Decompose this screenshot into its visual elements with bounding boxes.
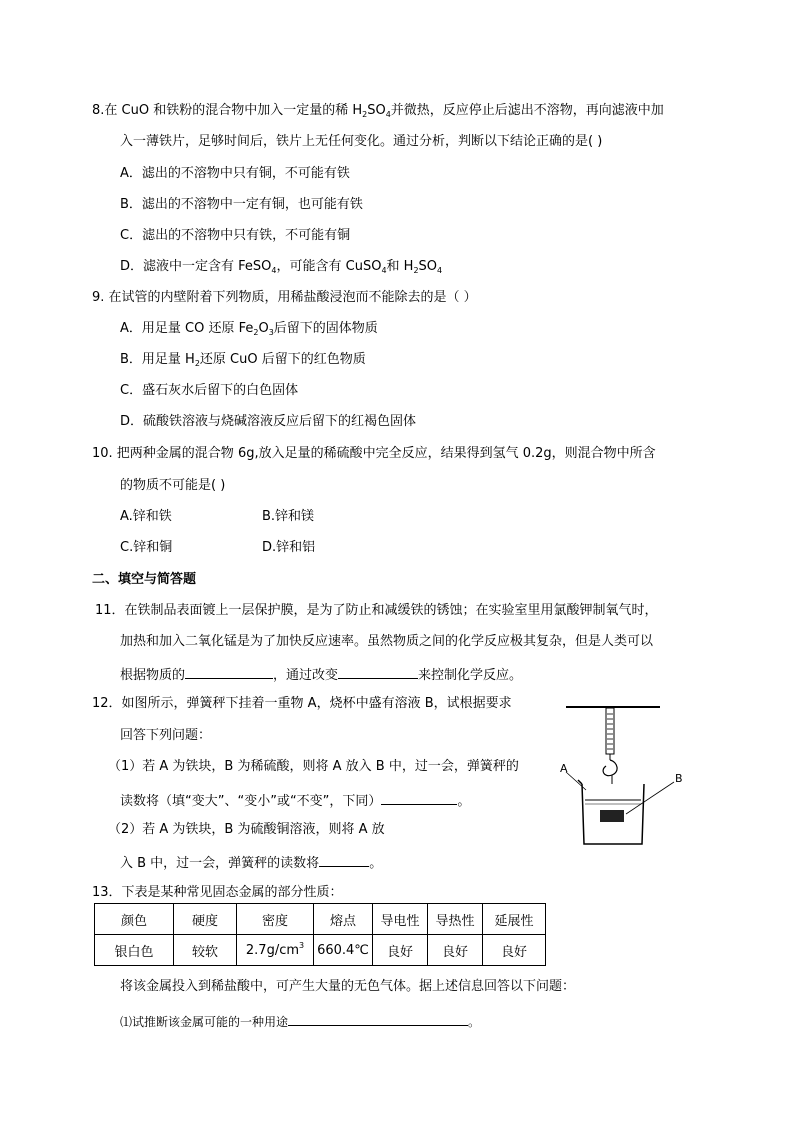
q9-option-a: A．用足量 CO 还原 $Fe_2O_3$后留下的固体物质 [120,321,378,337]
table-row [95,935,546,966]
q8-line1: 8.在 CuO 和铁粉的混合物中加入一定量的稀 $H_2SO_4$并微热，反应停止后滤出不溶物，再向滤液中加 [92,103,664,119]
q11-line3: 根据物质的 ，通过改变 来控制化学反应。 [120,664,522,685]
q12-blank-1[interactable] [381,790,457,805]
q13-blank-1[interactable] [288,1011,468,1026]
q10-option-a: A.锌和铁 [120,509,172,524]
table-cell: 良好 [483,935,546,966]
q11-blank-2[interactable] [338,664,418,679]
q10-option-b: B.锌和镁 [262,509,315,524]
q13-sub1: ⑴试推断该金属可能的一种用途 。 [120,1011,480,1031]
label-a: A [560,762,568,775]
q12-blank-2[interactable] [319,852,369,867]
table-header-cell: 密度 [237,904,314,935]
q8-option-c: C．滤出的不溶物中只有铁，不可能有铜 [120,228,351,243]
q8-option-d: D．滤液中一定含有 FeSO$_4$，可能含有 CuSO$_4$和 $H_2SO_4$ [120,259,443,275]
q11-line2: 加热和加入二氧化锰是为了加快反应速率。虽然物质之间的化学反应极其复杂，但是人类可以 [120,634,654,649]
q9-option-b: B．用足量 $H_2$还原 CuO 后留下的红色物质 [120,352,366,368]
q12-part2: （2）若 A 为铁块，B 为硫酸铜溶液，则将 A 放 [108,822,385,837]
label-b: B [675,772,683,785]
q8-option-a: A．滤出的不溶物中只有铜，不可能有铁 [120,166,350,181]
table-cell: 良好 [428,935,483,966]
spring-scale-body [606,708,614,754]
table-header-row [95,904,546,935]
section-title: 二、填空与简答题 [92,572,197,587]
q12-line2: 回答下列问题： [120,728,212,743]
table-header-cell: 颜色 [95,904,174,935]
q11-blank-1[interactable] [185,664,273,679]
metal-properties-table [94,903,546,966]
q8-option-b: B．滤出的不溶物中一定有铜，也可能有铁 [120,197,363,212]
q9-option-d: D．硫酸铁溶液与烧碱溶液反应后留下的红褐色固体 [120,414,417,429]
q12-part2-answer: 入 B 中，过一会，弹簧秤的读数将 。 [120,852,382,873]
q10-option-c: C.锌和铜 [120,540,173,555]
q9-option-c: C．盛石灰水后留下的白色固体 [120,383,299,398]
table-header-cell: 导热性 [428,904,483,935]
label-a-pointer [566,772,586,790]
spring-balance-diagram [556,700,706,850]
table-header-cell: 延展性 [483,904,546,935]
table-cell: 良好 [373,935,428,966]
q10-stem-line1: 10. 把两种金属的混合物 6g,放入足量的稀硫酸中完全反应，结果得到氢气 0.2g，则混合物中所含 [92,446,656,461]
table-header-cell: 硬度 [174,904,237,935]
q10-option-d: D.锌和铝 [262,540,316,555]
table-header-cell: 熔点 [314,904,373,935]
q13-note: 将该金属投入到稀盐酸中，可产生大量的无色气体。据上述信息回答以下问题： [120,979,576,994]
label-b-pointer [626,782,674,814]
q9-stem: 9. 在试管的内壁附着下列物质，用稀盐酸浸泡而不能除去的是（ ） [92,290,477,305]
q8-line2: 入一薄铁片，足够时间后，铁片上无任何变化。通过分析，判断以下结论正确的是( ) [120,134,603,149]
table-header-cell: 导电性 [373,904,428,935]
q10-stem-line2: 的物质不可能是( ) [120,478,226,493]
weight-a [600,810,624,822]
table-cell-density: $2.7g/cm^3$ [237,935,314,966]
hook [603,760,617,776]
table-cell: 较软 [174,935,237,966]
q13-stem: 13．下表是某种常见固态金属的部分性质： [92,885,343,900]
spring-balance-figure [556,700,706,850]
q12-part1-answer: 读数将（填“变大”、“变小”或“不变”，下同） 。 [120,790,470,811]
table-cell: 银白色 [95,935,174,966]
table-cell: 660.4℃ [314,935,373,966]
q12-line1: 12．如图所示，弹簧秤下挂着一重物 A，烧杯中盛有溶液 B，试根据要求 [92,696,512,711]
q12-part1: （1）若 A 为铁块，B 为稀硫酸，则将 A 放入 B 中，过一会，弹簧秤的 [108,759,519,774]
q11-line1: 11．在铁制品表面镀上一层保护膜，是为了防止和减缓铁的锈蚀；在实验室里用氯酸钾制氧气时， [95,603,658,618]
